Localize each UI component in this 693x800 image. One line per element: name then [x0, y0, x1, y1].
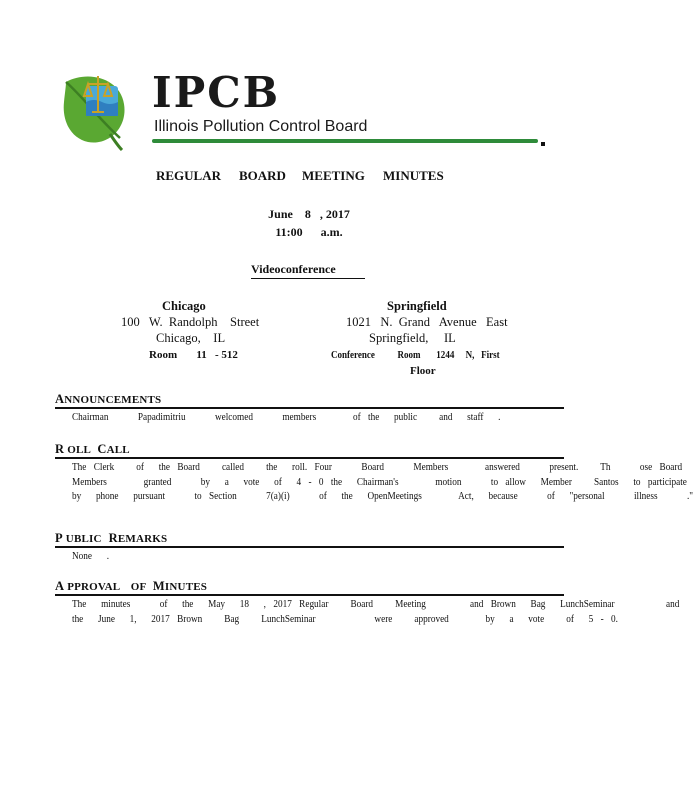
text-line: The Clerk of the Board called the roll. Four Board Members answered present. Th ose Board — [72, 461, 683, 473]
text-line: Members granted by a vote of 4 - 0 the Chairman's motion to allow Member Santos to participate — [72, 475, 687, 488]
meeting-date: June 8 , 2017 — [268, 207, 350, 221]
section-rule — [55, 594, 564, 596]
roll-call-text — [72, 460, 693, 504]
announcements-heading: ANNOUNCEMENTS — [55, 392, 162, 406]
chicago-city: Chicago — [162, 299, 206, 313]
springfield-address: 1021 N. Grand Avenue East — [346, 315, 508, 329]
title-word-regular: REGULAR — [156, 168, 222, 183]
org-name: Illinois Pollution Control Board — [154, 118, 368, 135]
springfield-city-state: Springfield, IL — [369, 331, 456, 345]
chicago-city-state: Chicago, IL — [156, 331, 226, 345]
text-line: the June 1, 2017 Brown Bag LunchSeminar were approved by a vote of 5 - 0. — [72, 612, 618, 625]
text-line: The minutes of the May 18 , 2017 Regular Board Meeting and Brown Bag LunchSeminar and — [72, 598, 680, 610]
header-rule — [152, 139, 538, 143]
text-line: by phone pursuant to Section 7(a)(i) of the OpenMeetings Act, because of "personal illness ." — [72, 490, 693, 502]
approval-text — [72, 597, 680, 626]
title-word-minutes: MINUTES — [383, 168, 444, 183]
title-word-board: BOARD — [239, 168, 286, 183]
leaf-scales-logo — [58, 68, 130, 152]
meeting-time: 11:00 a.m. — [275, 225, 343, 239]
approval-heading: A PPROVAL OF MINUTES — [55, 579, 208, 593]
text-line: None . — [72, 550, 110, 562]
section-rule — [55, 457, 564, 459]
public-remarks-text — [72, 549, 562, 564]
text-line: Chairman Papadimitriu welcomed members of the public and staff . — [72, 411, 501, 423]
chicago-room: Room 11 - 512 — [149, 349, 238, 361]
roll-call-heading: R OLL CALL — [55, 442, 130, 456]
public-remarks-heading: P UBLIC REMARKS — [55, 531, 168, 545]
header-rule-end-mark — [541, 142, 545, 146]
springfield-room: Conference Room 1244 N, First — [331, 349, 500, 361]
org-acronym: IPCB — [152, 68, 281, 117]
announcements-text — [72, 410, 562, 425]
springfield-room-floor: Floor — [410, 365, 436, 377]
section-rule — [55, 546, 564, 548]
section-rule — [55, 407, 564, 409]
meeting-format: Videoconference — [251, 262, 365, 279]
springfield-city: Springfield — [387, 299, 447, 313]
title-word-meeting: MEETING — [302, 168, 365, 183]
chicago-address: 100 W. Randolph Street — [121, 315, 260, 329]
